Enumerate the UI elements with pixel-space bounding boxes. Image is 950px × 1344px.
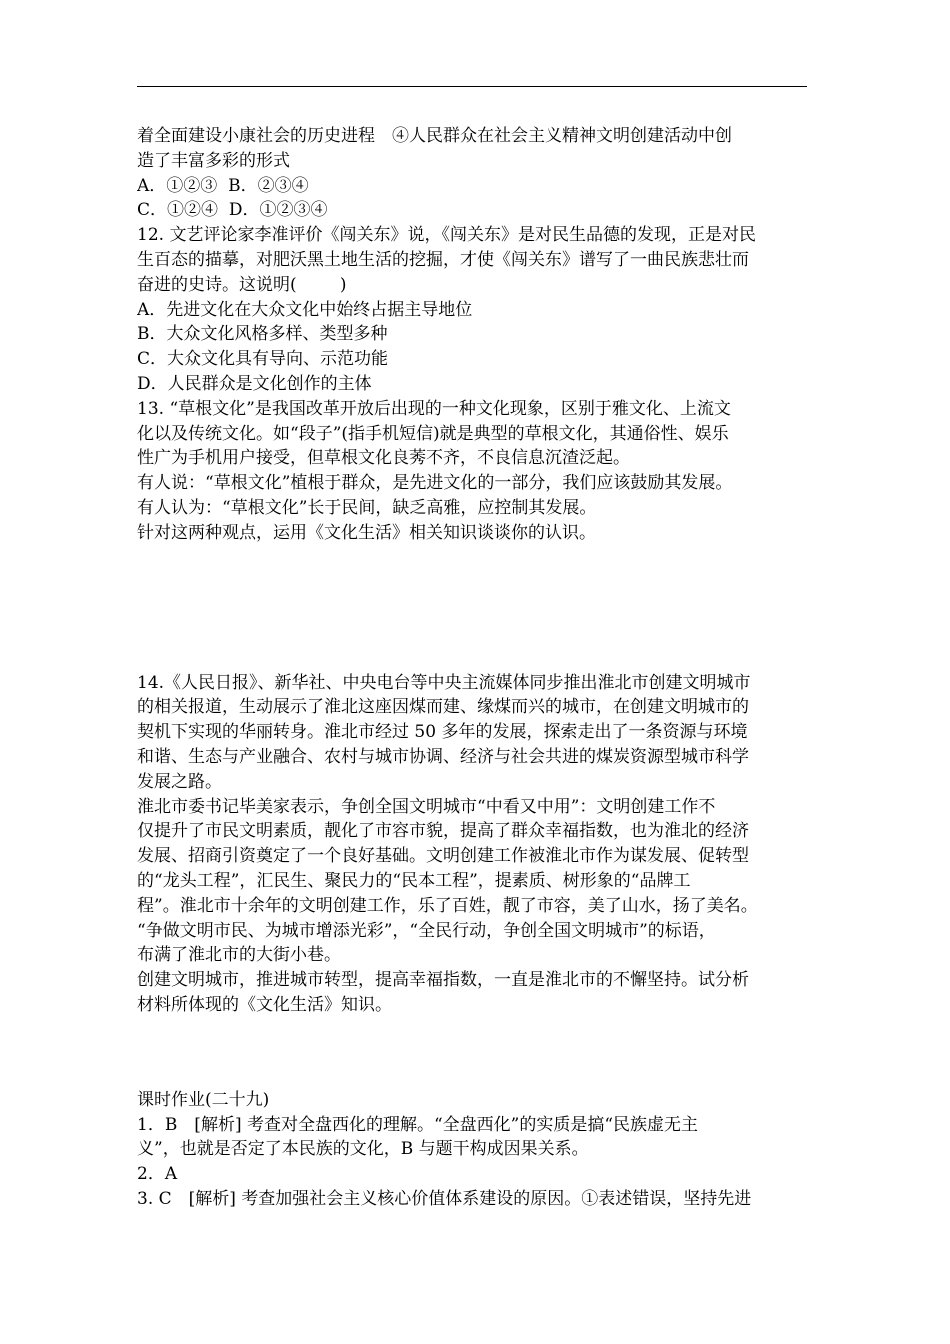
text-line: 创建文明城市，推进城市转型，提高幸福指数，一直是淮北市的不懈坚持。试分析 — [137, 970, 749, 991]
section-title: 课时作业(二十九) — [137, 1089, 270, 1110]
answer-2: 2．A — [137, 1164, 178, 1185]
option-b: B．大众文化风格多样、类型多种 — [137, 324, 388, 345]
page-content — [137, 124, 809, 1212]
text-line: 淮北市委书记毕美家表示，争创全国文明城市“中看又中用”：文明创建工作不 — [137, 796, 716, 817]
question-11-tail — [137, 124, 809, 223]
section-spacer — [137, 1018, 809, 1088]
question-stem: 奋进的史诗。这说明( ) — [137, 274, 347, 295]
text-line: 着全面建设小康社会的历史进程 ④人民群众在社会主义精神文明创建活动中创 — [137, 126, 732, 146]
answer-space — [137, 546, 809, 671]
question-stem: 生百态的描摹，对肥沃黑土地生活的挖掘，才使《闯关东》谱写了一曲民族悲壮而 — [137, 249, 749, 270]
answer-3: 3. C [解析] 考查加强社会主义核心价值体系建设的原因。①表述错误，坚持先进 — [137, 1188, 752, 1209]
text-line: 发展之路。 — [137, 771, 222, 792]
question-prompt: 针对这两种观点，运用《文化生活》相关知识谈谈你的认识。 — [137, 522, 596, 543]
question-stem: 12. 文艺评论家李准评价《闯关东》说，《闯关东》是对民生品德的发现，正是对民 — [137, 225, 756, 246]
text-line: 和谐、生态与产业融合、农村与城市协调、经济与社会共进的煤炭资源型城市科学 — [137, 746, 749, 767]
text-line: 布满了淮北市的大街小巷。 — [137, 945, 341, 966]
viewpoint-1: 有人说：“草根文化”植根于群众，是先进文化的一部分，我们应该鼓励其发展。 — [137, 473, 733, 494]
question-stem: 化以及传统文化。如“段子”(指手机短信)就是典型的草根文化，其通俗性、娱乐 — [137, 423, 729, 444]
text-line: 造了丰富多彩的形式 — [137, 150, 290, 171]
text-line: 的“龙头工程”，汇民生、聚民力的“民本工程”，提素质、树形象的“品牌工 — [137, 870, 691, 891]
answer-section — [137, 1088, 809, 1212]
answer-1: 1．B [解析] 考查对全盘西化的理解。“全盘西化”的实质是搞“民族虚无主 — [137, 1114, 699, 1135]
option-c: C．大众文化具有导向、示范功能 — [137, 349, 389, 370]
option-line: C．①②④ D．①②③④ — [137, 200, 328, 221]
option-line: A．①②③ B．②③④ — [137, 175, 309, 196]
text-line: 14.《人民日报》、新华社、中央电台等中央主流媒体同步推出淮北市创建文明城市 — [137, 672, 751, 693]
question-13 — [137, 397, 809, 546]
question-prompt: 材料所体现的《文化生活》知识。 — [137, 994, 392, 1015]
text-line: “争做文明市民、为城市增添光彩”，“全民行动，争创全国文明城市”的标语， — [137, 920, 716, 941]
question-14 — [137, 671, 809, 1018]
question-stem: 性广为手机用户接受，但草根文化良莠不齐，不良信息沉渣泛起。 — [137, 448, 630, 469]
text-line: 的相关报道，生动展示了淮北这座因煤而建、缘煤而兴的城市，在创建文明城市的 — [137, 697, 749, 718]
text-line: 契机下实现的华丽转身。淮北市经过 50 多年的发展，探索走出了一条资源与环境 — [137, 722, 748, 743]
option-a: A．先进文化在大众文化中始终占据主导地位 — [137, 299, 473, 320]
option-d: D．人民群众是文化创作的主体 — [137, 373, 372, 394]
text-line: 仅提升了市民文明素质，靓化了市容市貌，提高了群众幸福指数，也为淮北的经济 — [137, 821, 749, 842]
text-line: 发展、招商引资奠定了一个良好基础。文明创建工作被淮北市作为谋发展、促转型 — [137, 846, 749, 867]
text-line: 程”。淮北市十余年的文明创建工作，乐了百姓，靓了市容，美了山水，扬了美名。 — [137, 895, 758, 916]
viewpoint-2: 有人认为：“草根文化”长于民间，缺乏高雅，应控制其发展。 — [137, 497, 597, 518]
header-rule — [137, 86, 807, 87]
answer-1-cont: 义”，也就是否定了本民族的文化，B 与题干构成因果关系。 — [137, 1139, 589, 1160]
question-stem: 13. “草根文化”是我国改革开放后出现的一种文化现象，区别于雅文化、上流文 — [137, 398, 731, 419]
question-12 — [137, 223, 809, 397]
